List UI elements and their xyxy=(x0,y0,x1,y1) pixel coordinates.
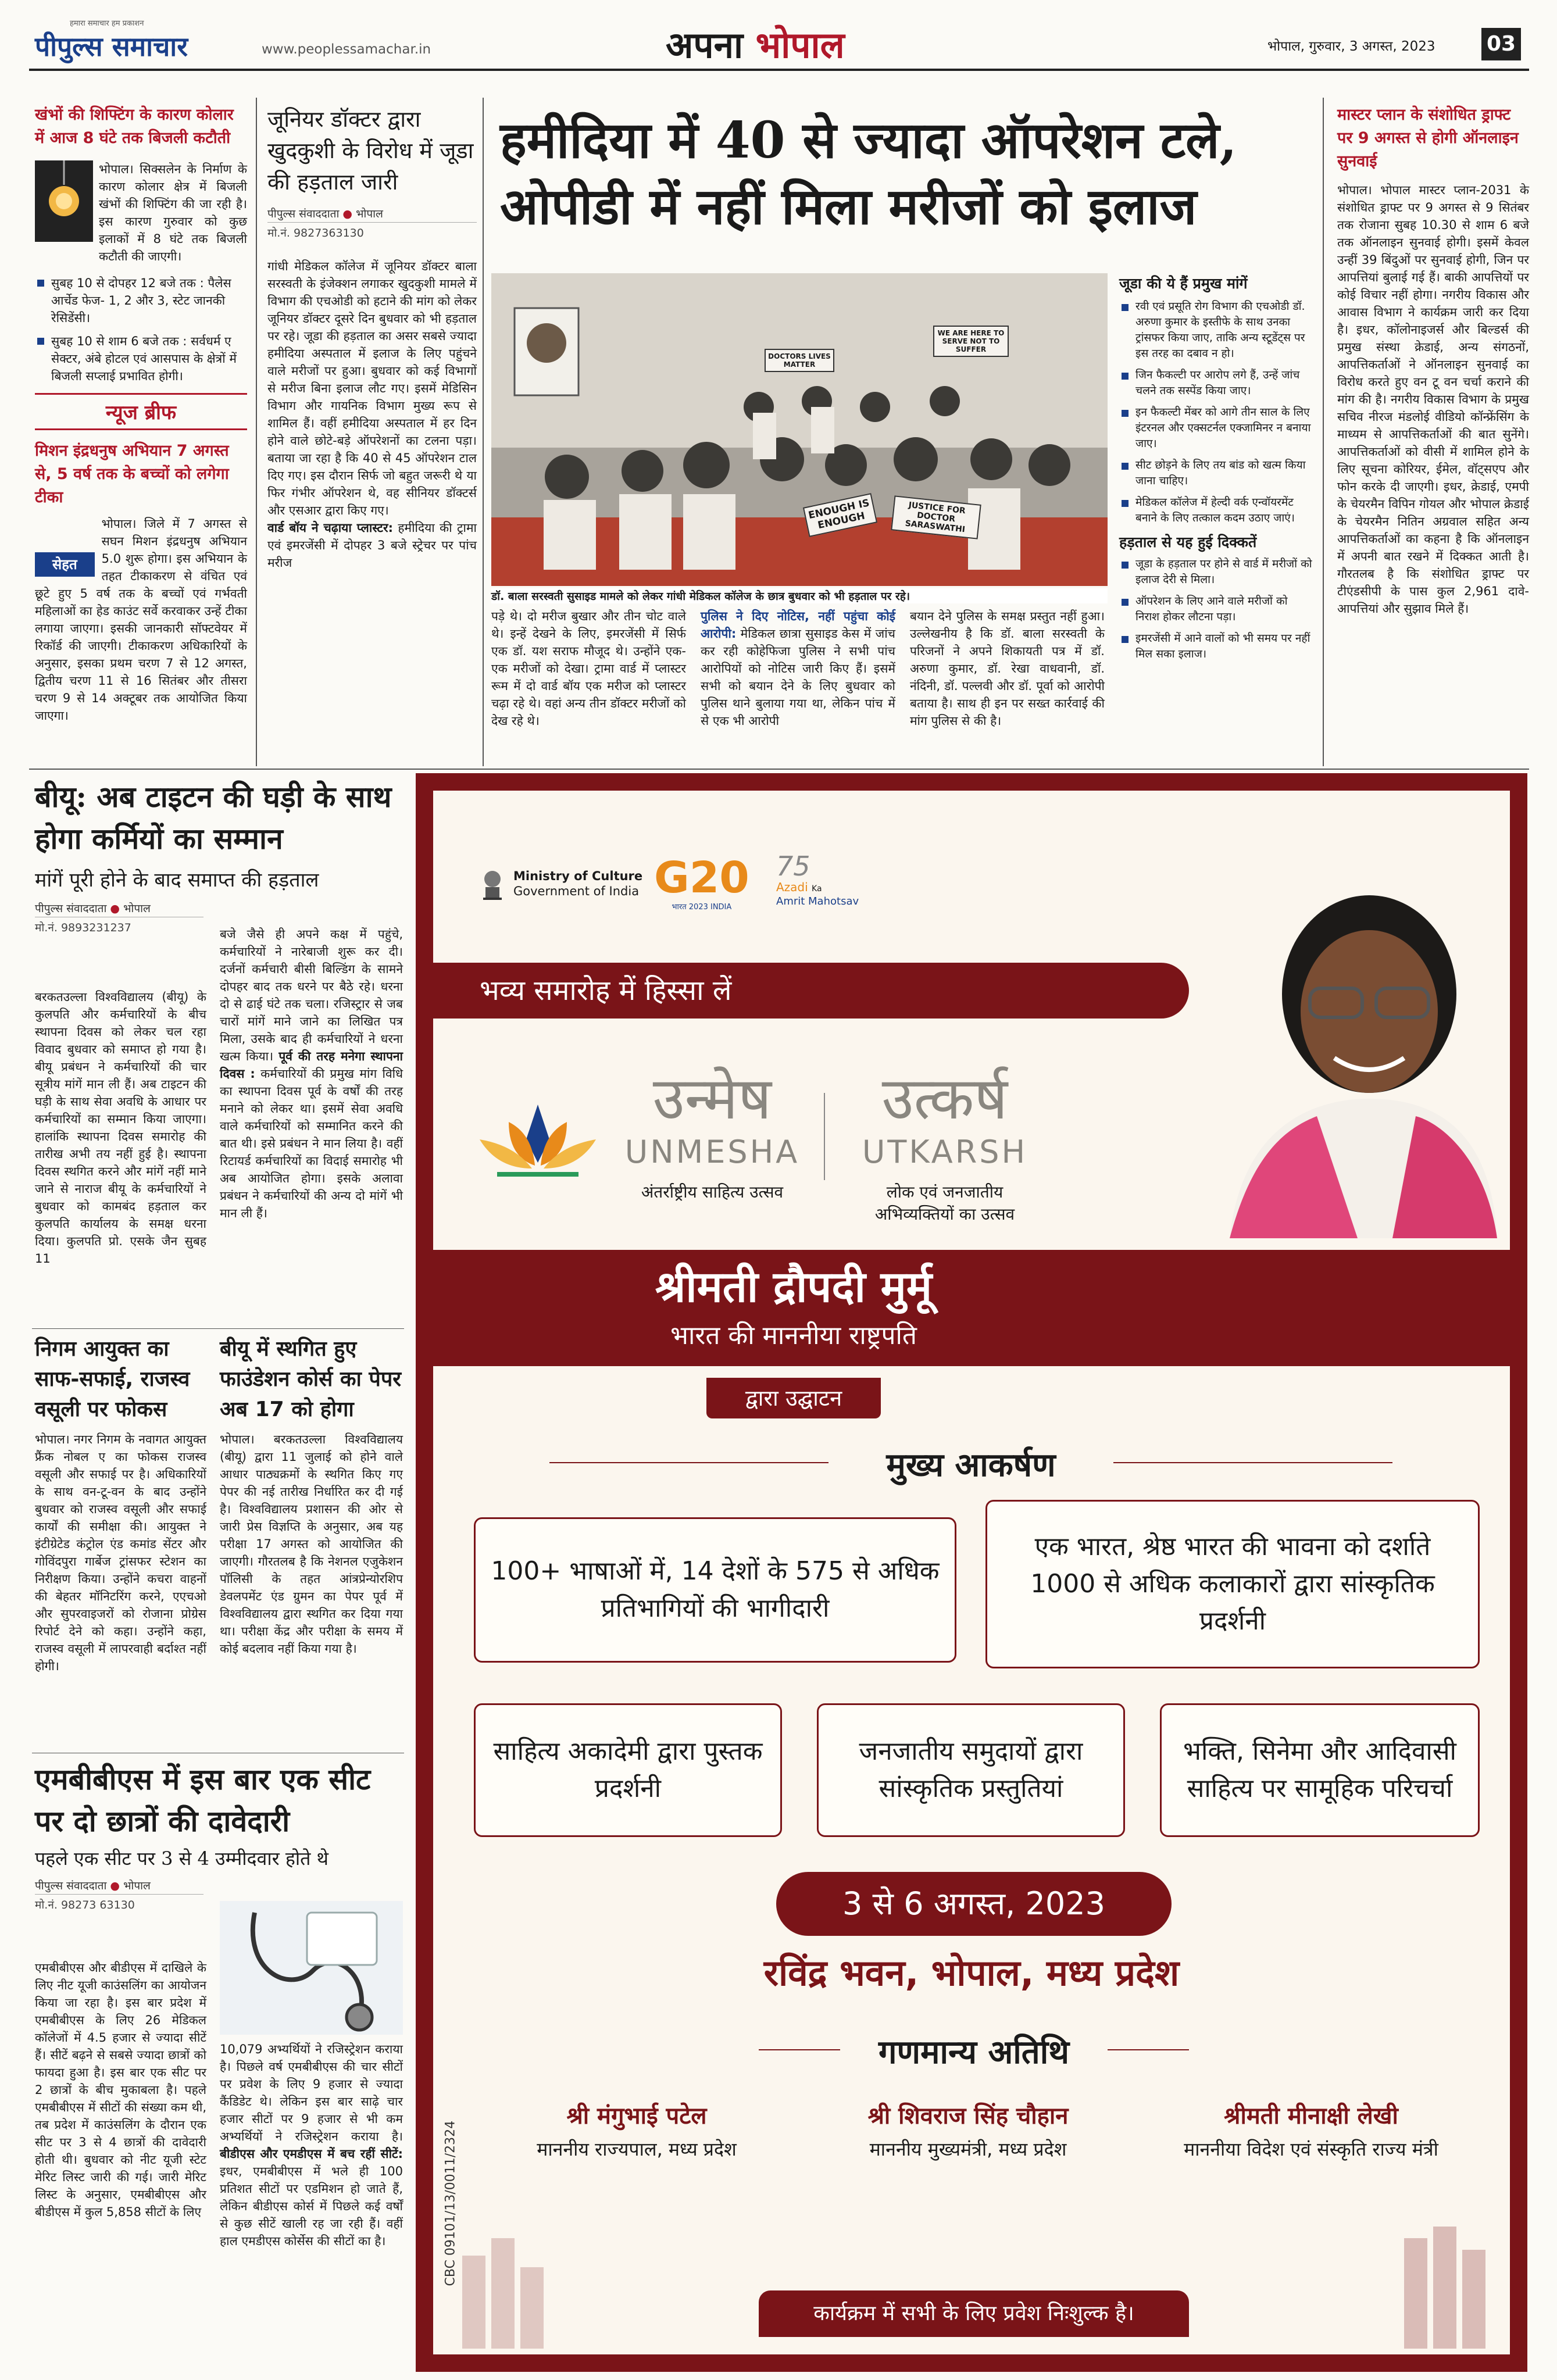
lead-col-b-text: मेडिकल छात्रा सुसाइड केस में जांच कर रही कोहेफिजा पुलिस ने सभी पांच आरोपियों को नोटिस जारी किए हैं। इसमें सभी को बयान देने के लिए बुधवार को पुलिस थाने बुलाया गया था, लेकिन पांच में से एक भी आरोपी xyxy=(701,627,895,728)
lead-col-b xyxy=(701,607,895,730)
section-city: भोपाल xyxy=(755,24,845,66)
demand-item: जिन फैकल्टी पर आरोप लगे हैं, उन्हें जांच चलने तक सस्पेंड किया जाए। xyxy=(1119,367,1314,399)
demand-item: रवी एवं प्रसूति रोग विभाग की एचओडी डॉ. अरुणा कुमार के इस्तीफे के साथ उनका ट्रांसफर किया जाए, ताकि अन्य स्टूडेंट्स पर इस तरह का दबाव न हो। xyxy=(1119,299,1314,362)
page-number: 03 xyxy=(1481,28,1521,60)
bu-subhead: मांगें पूरी होने के बाद समाप्त की हड़ताल xyxy=(35,869,319,892)
g20-text: G20 xyxy=(654,853,749,903)
emblem-icon xyxy=(480,866,505,901)
byline-name: पीपुल्स संवाददाता xyxy=(267,208,340,220)
foundation-story xyxy=(220,1334,403,1657)
kolar-bullets xyxy=(35,274,247,385)
guest-card xyxy=(805,2099,1131,2161)
demands-title: जूडा की ये हैं प्रमुख मांगें xyxy=(1119,275,1248,292)
effects-title: हड़ताल से यह हुई दिक्कतें xyxy=(1119,534,1257,551)
nigam-story xyxy=(35,1334,206,1675)
highlight-box: 100+ भाषाओं में, 14 देशों के 575 से अधिक प्रतिभागियों की भागीदारी xyxy=(474,1517,956,1663)
kolar-bullet: सुबह 10 से दोपहर 12 बजे तक : पैलेस आर्चेड फेज- 1, 2 और 3, स्टेट जानकी रेसिडेंसी। xyxy=(35,274,247,327)
lead-headline-line2: ओपीडी में नहीं मिला मरीजों को इलाज xyxy=(500,177,1197,236)
juda-headline: जूनियर डॉक्टर द्वारा खुदकुशी के विरोध में जूडा की हड़ताल जारी xyxy=(267,106,474,195)
bu-byline xyxy=(35,900,203,917)
mbbs-subhead: पहले एक सीट पर 3 से 4 उम्मीदवार होते थे xyxy=(35,1847,329,1870)
dateline: भोपाल, गुरुवार, 3 अगस्त, 2023 xyxy=(1267,39,1435,54)
highlights-title: मुख्य आकर्षण xyxy=(829,1442,1113,1486)
mbbs-col-b-text2: इधर, एमबीबीएस में भले ही 100 प्रतिशत सीटों पर एडमिशन हो जाते हैं, लेकिन बीडीएस कोर्स में पिछले कई वर्षों से कुछ सीटें खाली रह जा रही हैं। वहीं हाल एमडीएस कोर्सेस की सीटों का है। xyxy=(220,2164,403,2248)
demand-item: मेडिकल कॉलेज में हेल्दी वर्क एन्वॉयरमेंट बनाने के लिए तत्काल कदम उठाए जाएं। xyxy=(1119,495,1314,526)
section-title xyxy=(666,20,845,69)
byline-place: भोपाल xyxy=(356,208,383,220)
demand-item: इन फैकल्टी मेंबर को आगे तीन साल के लिए इंटरनल और एक्सटर्नल एक्जामिनर न बनाया जाए। xyxy=(1119,405,1314,452)
mission-text: भोपाल। जिले में 7 अगस्त से सघन मिशन इंद्रधनुष अभियान 5.0 शुरू होगा। इस अभियान के तहत टीकाकरण से वंचित एवं छूटे हुए 5 वर्ष तक के बच्चों एवं गर्भवती महिलाओं का हेड काउंट सर्वे करवाकर उन्हें टीका लगाया जाएगा। इसकी जानकारी सॉफ्टवेयर में रिकॉर्ड की जाएगी। टीकाकरण अधिकारियों के अनुसार, इसका प्रथम चरण 7 से 12 अगस्त, द्वितीय चरण 11 से 16 सितंबर और तीसरा चरण 9 से 14 अक्टूबर तक आयोजित किया जाएगा। xyxy=(35,517,247,723)
masterplan-body: भोपाल। भोपाल मास्टर प्लान-2031 के संशोधित ड्राफ्ट पर 9 अगस्त से 9 सितंबर तक रोजाना सुबह 10.30 से शाम 6 बजे तक ऑनलाइन सुनवाई होगी। इसमें केवल उन्हीं 39 बिंदुओं पर सुनवाई होगी, जिन पर आपत्तियां बुलाई गई हैं। बाकी आपत्तियों पर कोई विचार नहीं होगा। नगरीय विकास और आवास विभाग ने कार्यक्रम जारी कर दिया है। इधर, कॉलोनाइजर्स और बिल्डर्स की प्रमुख संस्था क्रेडाई, अन्य संगठनों, आपत्तिकर्ताओं ने ऑनलाइन सुनवाई का विरोध करते हुए वन टू वन चर्चा कराने की मांग की है। नगरीय विकास विभाग के प्रमुख सचिव नीरज मंडलोई वीडियो कॉन्फ्रेंसिंग के माध्यम से आपत्तिकर्ताओं की बात सुनेंगे। आपत्तिकर्ताओं को वीसी में शामिल होने के लिए सूचना कोरियर, ईमेल, वॉट्सएप और फोन करके दी जाएगी। इधर, क्रेडाई, एमपी के चेयरमैन विपिन गोयल और भोपाल क्रेडाई के चेयरमैन नितिन अग्रवाल सहित अन्य आपत्तिकर्ताओं का कहना है कि ऑनलाइन में अपनी बात रखने में दिक्कत आती है। गौरतलब है कि संशोधित ड्राफ्ट पर टीएंडसीपी के पास कुल 2,961 दावे-आपत्तियां और सुझाव मिले हैं। xyxy=(1337,183,1529,616)
mbbs-byline xyxy=(35,1878,203,1894)
section-rule xyxy=(32,1328,404,1329)
bu-story xyxy=(35,776,404,935)
section-prefix: अपना xyxy=(666,24,744,66)
lead-photo xyxy=(491,273,1108,586)
byline-name: पीपुल्स संवाददाता xyxy=(35,902,107,915)
protest-sign: JUSTICE FOR DOCTOR SARASWATHI xyxy=(891,495,981,539)
bu-col-a: बरकतउल्ला विश्वविद्यालय (बीयू) के कुलपति और कर्मचारियों के बीच स्थापना दिवस को लेकर चल रहा विवाद बुधवार को समाप्त हो गया है। बीयू प्रबंधन ने कर्मचारियों की चार सूत्रीय मांगें मान ली हैं। अब टाइटन की घड़ी के साथ सेवा अवधि के आधार पर कर्मचारियों का सम्मान किया जाएगा। हालांकि स्थापना दिवस समारोह की तारीख अभी तय नहीं हुई है। स्थापना दिवस स्थगित करने और मांगें नहीं माने जाने से नाराज बीयू के कर्मचारियों ने बुधवार को कामबंद हड़ताल कर कुलपति कार्यालय के समक्ष धरना दिया। कुलपति प्रो. एसके जैन सुबह 11 xyxy=(35,990,206,1266)
mbbs-col-a: एमबीबीएस और बीडीएस में दाखिले के लिए नीट यूजी काउंसलिंग का आयोजन किया जा रहा है। इस बार प्रदेश में एमबीबीएस के लिए 26 मेडिकल कॉलेजों में 4.5 हजार से ज्यादा सीटें हैं। सीटें बढ़ने से सबसे ज्यादा छात्रों को फायदा हुआ है। इस बार एक सीट पर 2 छात्रों के बीच मुकाबला है। पहले एमबीबीएस में सीटों की संख्या कम थी, तब प्रदेश में काउंसलिंग के दौरान एक सीट पर 3 से 4 छात्रों की दावेदारी होती थी। बुधवार को नीट यूजी स्टेट मेरिट लिस्ट जारी की गई। जारी मेरिट लिस्ट के अनुसार, एमबीबीएस और बीडीएस में कुल 5,858 सीटों के लिए xyxy=(35,1961,206,2219)
lead-col-a: पड़े थे। दो मरीज बुखार और तीन चोट वाले थे। इन्हें देखने के लिए, इमरजेंसी में सिर्फ एक डॉ. यश सराफ मौजूद थे। उन्होंने एक-एक मरीजों को देखा। ट्रामा वार्ड में प्लास्टर रूम में दो वार्ड बॉय एक मरीज को प्लास्टर चढ़ा रहे थे। वहां अन्य तीन डॉक्टर मरीजों को देख रहे थे। xyxy=(491,609,686,728)
highlight-box: साहित्य अकादेमी द्वारा पुस्तक प्रदर्शनी xyxy=(474,1703,782,1837)
azadi-logo xyxy=(776,852,859,907)
demand-item: सीट छोड़ने के लिए तय बांड को खत्म किया जाना चाहिए। xyxy=(1119,458,1314,489)
juda-subhead-body: हमीदिया की ट्रामा एवं इमरजेंसी में दोपहर 3 बजे स्ट्रेचर पर पांच मरीज xyxy=(267,521,477,570)
health-tag: सेहत xyxy=(35,552,95,577)
azadi-line1: Azadi xyxy=(776,880,808,894)
guest-card xyxy=(474,2099,799,2161)
lead-headline xyxy=(500,108,1331,240)
stethoscope-illustration xyxy=(220,1901,403,2035)
mbbs-col-b-subhead: बीडीएस और एमडीएस में बच रहीं सीटें: xyxy=(220,2147,403,2161)
lead-photo-caption: डॉ. बाला सरस्वती सुसाइड मामले को लेकर गांधी मेडिकल कॉलेज के छात्र बुधवार को भी हड़ताल पर रहे। xyxy=(491,588,1108,603)
unmesha-en: UNMESHA xyxy=(624,1134,800,1170)
juda-subhead-para xyxy=(267,519,477,571)
foundation-body: भोपाल। बरकतउल्ला विश्वविद्यालय (बीयू) द्वारा 11 जुलाई को होने वाले आधार पाठ्यक्रमों के स्थगित किए गए पेपर की नई तारीख निर्धारित कर दी गई है। विश्वविद्यालय प्रशासन की ओर से जारी प्रेस विज्ञप्ति के अनुसार, अब यह परीक्षा 17 अगस्त को आयोजित की जाएगी। गौरतलब है कि नेशनल एजुकेशन पॉलिसी के तहत आंत्रप्रेन्योरशिप डेवलपमेंट एंड ग्रुमन का पेपर पूर्व में विश्वविद्यालय द्वारा स्थगित कर दिया गया था। परीक्षा केंद्र और परीक्षा के समय में कोई बदलाव नहीं किया गया है। xyxy=(220,1432,403,1656)
juda-byline xyxy=(267,206,477,222)
kolar-body: भोपाल। सिक्सलेन के निर्माण के कारण कोलार क्षेत्र में बिजली खंभों की शिफ्टिंग की जा रही है। इस कारण गुरुवार को कुछ इलाकों में 8 घंटे तक बिजली कटौती की जाएगी। xyxy=(99,162,247,263)
mbbs-story xyxy=(35,1759,404,1912)
protest-sign: ENOUGH IS ENOUGH xyxy=(803,493,877,537)
mission-body xyxy=(35,515,247,724)
logo-tagline: हमारा समाचार हम प्रकाशन xyxy=(70,19,144,28)
kolar-bullet: सुबह 10 से शाम 6 बजे तक : सर्वधर्म ए सेक्टर, अंबे होटल एवं आसपास के क्षेत्रों में बिजली सप्लाई प्रभावित होगी। xyxy=(35,333,247,385)
festival-advertisement xyxy=(416,773,1527,2372)
byline-place: भोपाल xyxy=(123,902,151,915)
col-divider xyxy=(1323,98,1324,766)
bulb-icon xyxy=(35,160,93,265)
bu-col-b-text: बजे जैसे ही अपने कक्ष में पहुंचे, कर्मचारियों ने नारेबाजी शुरू कर दी। दर्जनों कर्मचारी बीसी बिल्डिंग के सामने दोपहर बाद तक धरने पर बैठे रहे। धरना दो से ढाई घंटे तक चला। रजिस्ट्रार से जब चारों मांगें माने जाने का लिखित पत्र मिला, उसके बाद ही कर्मचारियों ने धरना खत्म किया। xyxy=(220,927,403,1063)
ad-footer: कार्यक्रम में सभी के लिए प्रवेश निःशुल्क है। xyxy=(759,2290,1189,2337)
ministry-line1: Ministry of Culture xyxy=(513,869,643,883)
cbc-code: CBC 09101/13/0011/2324 xyxy=(443,2120,458,2286)
utkarsh-hi: उत्कर्ष xyxy=(881,1064,1008,1132)
unmesha-block xyxy=(613,1064,811,1203)
masterplan-headline: मास्टर प्लान के संशोधित ड्राफ्ट पर 9 अगस्त से होगी ऑनलाइन सुनवाई xyxy=(1337,106,1519,170)
col1-top xyxy=(35,103,247,724)
mission-headline: मिशन इंद्रधनुष अभियान 7 अगस्त से, 5 वर्ष तक के बच्चों को लगेगा टीका xyxy=(35,442,229,506)
guest-name: श्री शिवराज सिंह चौहान xyxy=(867,2103,1069,2129)
effect-item: जूडा के हड़ताल पर होने से वार्ड में मरीजों को इलाज देरी से मिला। xyxy=(1119,556,1314,588)
guest-card xyxy=(1131,2099,1491,2161)
lead-col-b-subhead: पुलिस ने दिए नोटिस, नहीं पहुंचा कोई आरोपी: xyxy=(701,609,895,641)
guest-name: श्रीमती मीनाक्षी लेखी xyxy=(1224,2103,1398,2129)
guests-title: गणमान्य अतिथि xyxy=(840,2029,1108,2073)
masthead xyxy=(0,0,1557,69)
mbbs-col-b xyxy=(220,2040,403,2250)
demands-list xyxy=(1119,299,1314,526)
utkarsh-en: UTKARSH xyxy=(862,1134,1028,1170)
bu-col-b-text2: कर्मचारियों की प्रमुख मांग विधि का स्थापना दिवस पूर्व के वर्षों की तरह मनाने को लेकर था। इसमें सेवा अवधि वाले कर्मचारियों को सम्मानित करने की बात थी। इसे प्रबंधन ने मान लिया है। वहीं रिटायर्ड कर्मचारियों का विदाई समारोह भी अब आयोजित होगा। इसके अलावा प्रबंधन ने कर्मचारियों की अन्य दो मांगें भी मान ली हैं। xyxy=(220,1067,403,1220)
bu-phone: मो.नं. 9893231237 xyxy=(35,917,203,935)
protest-photo-illustration xyxy=(491,273,1108,586)
inaugurate-tab: द्वारा उद्घाटन xyxy=(706,1378,881,1418)
president-portrait xyxy=(1218,878,1509,1238)
lotus-logo-icon xyxy=(474,1093,602,1180)
unmesha-hi: उन्मेष xyxy=(652,1064,772,1132)
logo xyxy=(35,17,188,62)
highlight-box: एक भारत, श्रेष्ठ भारत की भावना को दर्शाते 1000 से अधिक कलाकारों द्वारा सांस्कृतिक प्रदर्शनी xyxy=(985,1500,1480,1668)
unmesha-desc: अंतर्राष्ट्रीय साहित्य उत्सव xyxy=(641,1182,784,1202)
news-brief-label: न्यूज ब्रीफ xyxy=(35,393,247,430)
ministry-line2: Government of India xyxy=(513,884,640,898)
chief-guest-title: भारत की माननीया राष्ट्रपति xyxy=(670,1321,917,1350)
dot-icon: ● xyxy=(342,208,353,220)
mbbs-phone: मो.नं. 98273 63130 xyxy=(35,1894,203,1912)
site-url[interactable]: www.peoplessamachar.in xyxy=(262,42,431,57)
mbbs-col-b-text: 10,079 अभ्यर्थियों ने रजिस्ट्रेशन कराया है। पिछले वर्ष एमबीबीएस की चार सीटों पर प्रवेश के लिए 9 हजार से ज्यादा कैंडिडेट थे। लेकिन इस बार साढ़े चार हजार सीटों पर 9 हजार से भी कम अभ्यर्थियों ने रजिस्ट्रेशन कराया है। xyxy=(220,2042,403,2143)
section-rule xyxy=(29,769,1529,770)
mbbs-headline: एमबीबीएस में इस बार एक सीट पर दो छात्रों की दावेदारी xyxy=(35,1762,371,1838)
highlight-box: जनजातीय समुदायों द्वारा सांस्कृतिक प्रस्तुतियां xyxy=(817,1703,1125,1837)
dot-icon: ● xyxy=(110,902,120,915)
right-col xyxy=(1337,103,1529,617)
dates-banner: 3 से 6 अगस्त, 2023 xyxy=(776,1872,1172,1936)
guest-role: माननीया विदेश एवं संस्कृति राज्य मंत्री xyxy=(1184,2138,1438,2160)
col-divider xyxy=(483,98,484,766)
effects-list xyxy=(1119,556,1314,662)
books-decoration-icon xyxy=(456,2221,561,2349)
logo-text: पीपुल्स समाचार xyxy=(35,31,188,62)
books-decoration-icon xyxy=(1398,2215,1503,2349)
utkarsh-desc-2: अभिव्यक्तियों का उत्सव xyxy=(874,1205,1015,1224)
demands-box xyxy=(1119,273,1314,668)
chief-guest-name: श्रीमती द्रौपदी मुर्मू xyxy=(655,1262,933,1312)
protest-sign: WE ARE HERE TO SERVE NOT TO SUFFER xyxy=(933,326,1009,357)
guest-name: श्री मंगुभाई पटेल xyxy=(566,2103,707,2129)
bu-col-b-subhead: पूर्व की तरह मनेगा स्थापना दिवस : xyxy=(220,1049,403,1081)
venue: रविंद्र भवन, भोपाल, मध्य प्रदेश xyxy=(763,1952,1180,1994)
azadi-line2: Amrit Mahotsav xyxy=(776,895,859,907)
azadi-75: 75 xyxy=(776,850,810,882)
invite-banner-text: भव्य समारोह में हिस्सा लें xyxy=(480,974,732,1007)
bu-headline: बीयू: अब टाइटन की घड़ी के साथ होगा कर्मियों का सम्मान xyxy=(35,780,392,856)
effect-item: इमरजेंसी में आने वालों को भी समय पर नहीं मिल सका इलाज। xyxy=(1119,631,1314,662)
effect-item: ऑपरेशन के लिए आने वाले मरीजों को निराश होकर लौटना पड़ा। xyxy=(1119,594,1314,625)
highlight-box: भक्ति, सिनेमा और आदिवासी साहित्य पर सामूहिक परिचर्चा xyxy=(1160,1703,1480,1837)
col2 xyxy=(267,103,477,571)
masthead-rule xyxy=(29,69,1529,71)
ministry-logo xyxy=(480,866,642,901)
foundation-headline: बीयू में स्थगित हुए फाउंडेशन कोर्स का पेपर अब 17 को होगा xyxy=(220,1337,402,1421)
nigam-body: भोपाल। नगर निगम के नवागत आयुक्त फ्रैंक नोबल ए का फोकस राजस्व वसूली और सफाई पर है। अधिकारियों के साथ वन-टू-वन के बाद उन्होंने बुधवार को राजस्व वसूली और सफाई कार्यों की समीक्षा की। आयुक्त ने इंटीग्रेटेड कंट्रोल एंड कमांड सेंटर और गोविंदपुरा गार्बेज ट्रांसफर स्टेशन का निरीक्षण किया। उन्होंने कचरा वाहनों की बेहतर मॉनिटरिंग करने, एएचओ और सुपरवाइजरों को रोजाना प्रोग्रेस रिपोर्ट देने को कहा। उन्होंने कहा, राजस्व वसूली में लापरवाही बर्दाश्त नहीं होगी। xyxy=(35,1432,206,1673)
nigam-headline: निगम आयुक्त का साफ-सफाई, राजस्व वसूली पर फोकस xyxy=(35,1337,190,1421)
utkarsh-desc-1: लोक एवं जनजातीय xyxy=(886,1182,1004,1202)
utkarsh-block xyxy=(834,1064,1055,1225)
byline-name: पीपुल्स संवाददाता xyxy=(35,1879,107,1892)
dot-icon: ● xyxy=(110,1879,120,1892)
azadi-ka: Ka xyxy=(812,884,822,894)
protest-sign: DOCTORS LIVES MATTER xyxy=(765,349,834,372)
logo-divider xyxy=(824,1093,825,1180)
ad-inner xyxy=(433,791,1510,2354)
g20-sub: भारत 2023 INDIA xyxy=(672,903,732,912)
kolar-headline: खंभों की शिफ्टिंग के कारण कोलार में आज 8 घंटे तक बिजली कटौती xyxy=(35,106,234,147)
g20-logo xyxy=(654,855,749,912)
juda-body: गांधी मेडिकल कॉलेज में जूनियर डॉक्टर बाला सरस्वती के इंजेक्शन लगाकर खुदकुशी मामले में विभाग की एचओडी को हटाने की मांग को लेकर जूनियर डॉक्टर दूसरे दिन बुधवार को भी हड़ताल पर रहे। जूडा की हड़ताल का असर सबसे ज्यादा हमीदिया अस्पताल में इलाज के लिए पहुंचने वाले मरीजों पर हुआ। बुधवार को कई विभागों से मरीज बिना इलाज लौट गए। इसमें मेडिसिन विभाग और गायनिक विभाग मुख्य रूप से शामिल हैं। वहीं हमीदिया अस्पताल में हर दिन होने वाले छोटे-बड़े ऑपरेशनों का टलना पड़ा। बताया जा रहा है कि 40 से 45 ऑपरेशन टाल दिए गए। इस दौरान सिर्फ जो बहुत जरूरी थे या फिर गंभीर ऑपरेशन थे, वह सीनियर डॉक्टर्स और एसआर द्वारा किए गए। xyxy=(267,259,477,517)
guest-role: माननीय राज्यपाल, मध्य प्रदेश xyxy=(537,2138,737,2160)
lead-col-c: बयान देने पुलिस के समक्ष प्रस्तुत नहीं हुआ। उल्लेखनीय है कि डॉ. बाला सरस्वती के परिजनों ने अपने शिकायती पत्र में डॉ. अरुणा कुमार, डॉ. रेखा वाधवानी, डॉ. नंदिनी, डॉ. पल्लवी और डॉ. पूर्वा को आरोपी बताया है। साथ ही इन पर सख्त कार्रवाई की मांग पुलिस से की है। xyxy=(910,609,1105,728)
col-divider xyxy=(256,98,257,766)
juda-phone: मो.नं. 9827363130 xyxy=(267,222,477,240)
byline-place: भोपाल xyxy=(123,1879,151,1892)
juda-subhead: वार्ड बॉय ने चढ़ाया प्लास्टर: xyxy=(267,521,394,535)
lead-headline-line1: हमीदिया में 40 से ज्यादा ऑपरेशन टले, xyxy=(500,111,1237,170)
bu-col-b xyxy=(220,925,403,1222)
guest-role: माननीय मुख्यमंत्री, मध्य प्रदेश xyxy=(869,2138,1067,2160)
